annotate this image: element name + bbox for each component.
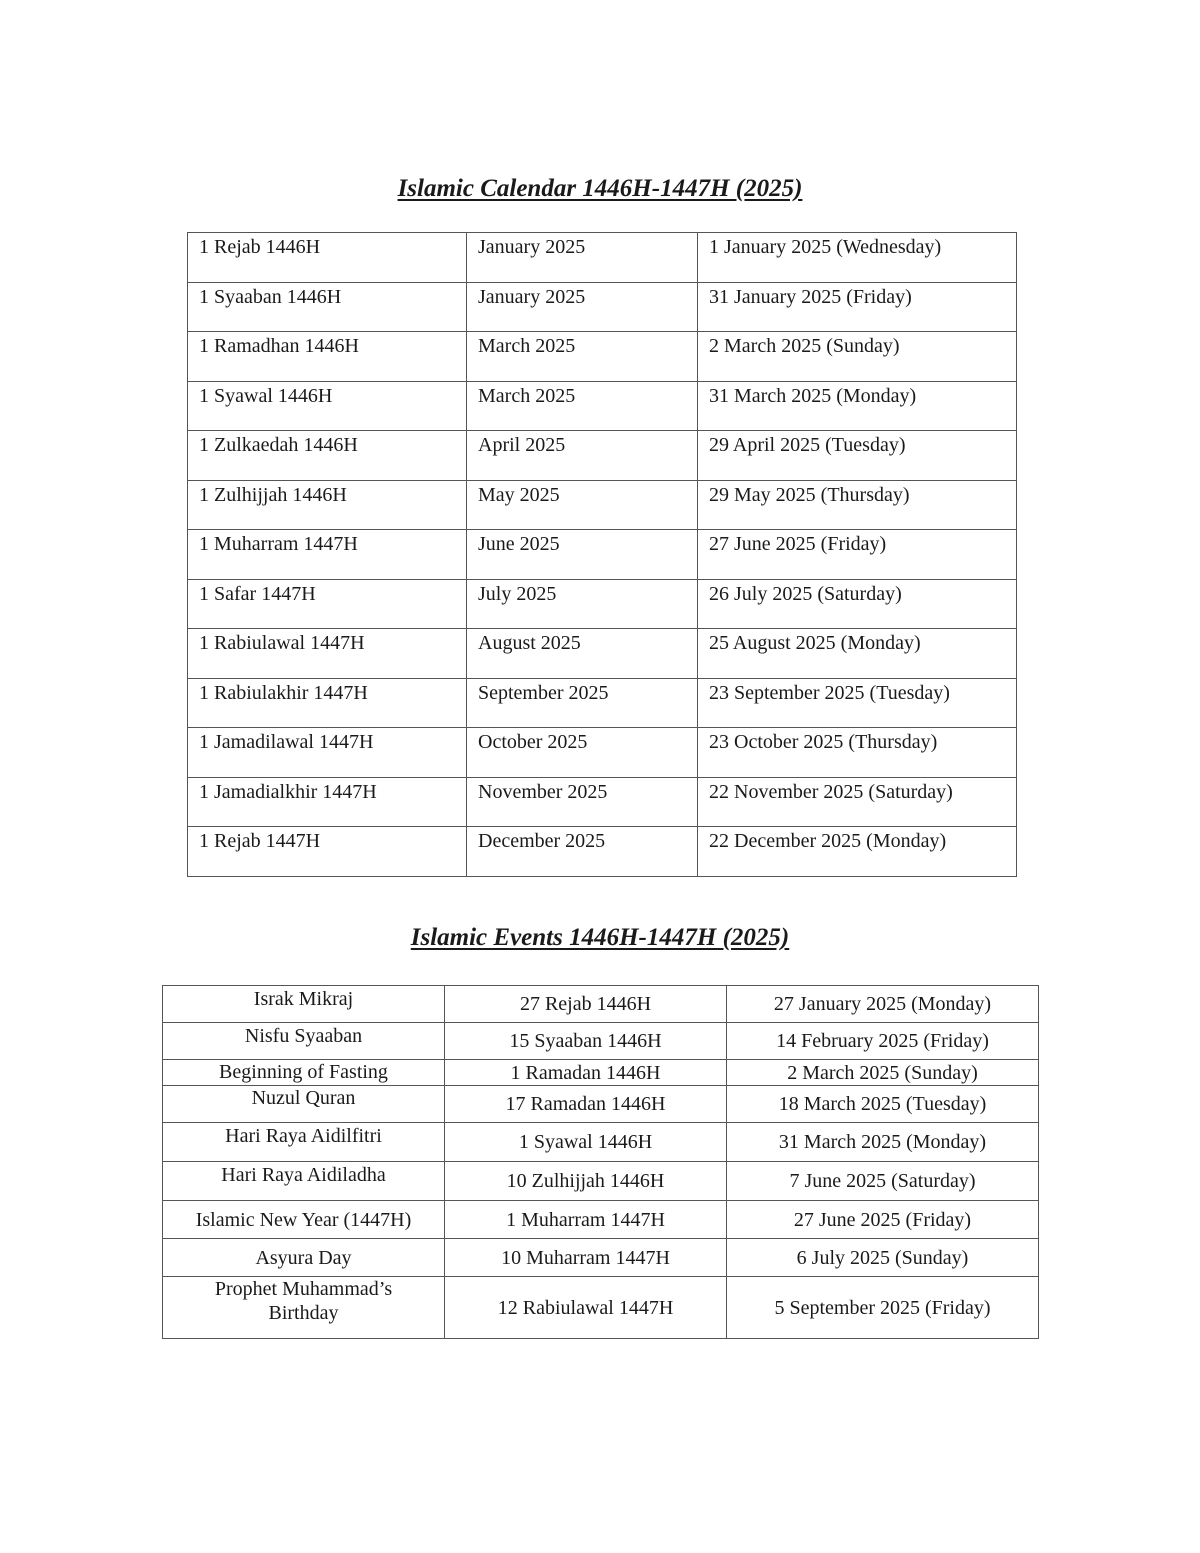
hijri-date-cell: 1 Syawal 1446H (188, 381, 467, 431)
table-row (188, 233, 1017, 283)
gregorian-date-cell: 5 September 2025 (Friday) (727, 1277, 1039, 1339)
gregorian-date-cell: 25 August 2025 (Monday) (698, 629, 1017, 679)
table-row (188, 777, 1017, 827)
gregorian-date-cell: 31 March 2025 (Monday) (727, 1123, 1039, 1162)
event-name-cell: Hari Raya Aidiladha (163, 1162, 445, 1201)
gregorian-date-cell: 1 January 2025 (Wednesday) (698, 233, 1017, 283)
table-row (188, 381, 1017, 431)
gregorian-date-cell: 29 April 2025 (Tuesday) (698, 431, 1017, 481)
hijri-date-cell: 12 Rabiulawal 1447H (445, 1277, 727, 1339)
gregorian-date-cell: 23 October 2025 (Thursday) (698, 728, 1017, 778)
table-row (188, 332, 1017, 382)
month-cell: June 2025 (467, 530, 698, 580)
hijri-date-cell: 17 Ramadan 1446H (445, 1086, 727, 1123)
gregorian-date-cell: 27 June 2025 (Friday) (727, 1201, 1039, 1239)
hijri-date-cell: 1 Rabiulawal 1447H (188, 629, 467, 679)
table-row (188, 431, 1017, 481)
month-cell: January 2025 (467, 282, 698, 332)
event-name-cell: Islamic New Year (1447H) (163, 1201, 445, 1239)
hijri-date-cell: 1 Jamadialkhir 1447H (188, 777, 467, 827)
hijri-date-cell: 1 Rabiulakhir 1447H (188, 678, 467, 728)
month-cell: October 2025 (467, 728, 698, 778)
month-cell: December 2025 (467, 827, 698, 877)
gregorian-date-cell: 14 February 2025 (Friday) (727, 1023, 1039, 1060)
table-row (188, 678, 1017, 728)
gregorian-date-cell: 6 July 2025 (Sunday) (727, 1239, 1039, 1277)
hijri-date-cell: 1 Syawal 1446H (445, 1123, 727, 1162)
table-row (163, 1162, 1039, 1201)
month-cell: May 2025 (467, 480, 698, 530)
event-name-cell: Asyura Day (163, 1239, 445, 1277)
hijri-date-cell: 1 Jamadilawal 1447H (188, 728, 467, 778)
event-name-cell: Prophet Muhammad’s Birthday (163, 1277, 445, 1339)
table-row (163, 1239, 1039, 1277)
events-table (162, 985, 1039, 1339)
hijri-date-cell: 27 Rejab 1446H (445, 986, 727, 1023)
gregorian-date-cell: 7 June 2025 (Saturday) (727, 1162, 1039, 1201)
table-row (163, 1086, 1039, 1123)
table-row (188, 827, 1017, 877)
table-row (163, 1023, 1039, 1060)
event-name-cell: Hari Raya Aidilfitri (163, 1123, 445, 1162)
events-title: Islamic Events 1446H-1447H (2025) (410, 924, 790, 951)
calendar-table-body (188, 233, 1017, 877)
hijri-date-cell: 1 Muharram 1447H (188, 530, 467, 580)
month-cell: November 2025 (467, 777, 698, 827)
event-name-cell: Beginning of Fasting (163, 1060, 445, 1086)
hijri-date-cell: 1 Ramadhan 1446H (188, 332, 467, 382)
gregorian-date-cell: 27 June 2025 (Friday) (698, 530, 1017, 580)
hijri-date-cell: 1 Ramadan 1446H (445, 1060, 727, 1086)
month-cell: September 2025 (467, 678, 698, 728)
gregorian-date-cell: 29 May 2025 (Thursday) (698, 480, 1017, 530)
hijri-date-cell: 1 Zulhijjah 1446H (188, 480, 467, 530)
month-cell: April 2025 (467, 431, 698, 481)
gregorian-date-cell: 27 January 2025 (Monday) (727, 986, 1039, 1023)
gregorian-date-cell: 22 December 2025 (Monday) (698, 827, 1017, 877)
month-cell: August 2025 (467, 629, 698, 679)
hijri-date-cell: 1 Rejab 1446H (188, 233, 467, 283)
hijri-date-cell: 10 Zulhijjah 1446H (445, 1162, 727, 1201)
gregorian-date-cell: 31 January 2025 (Friday) (698, 282, 1017, 332)
table-row (163, 1201, 1039, 1239)
gregorian-date-cell: 22 November 2025 (Saturday) (698, 777, 1017, 827)
calendar-title: Islamic Calendar 1446H-1447H (2025) (397, 175, 803, 202)
gregorian-date-cell: 2 March 2025 (Sunday) (698, 332, 1017, 382)
hijri-date-cell: 1 Safar 1447H (188, 579, 467, 629)
event-name-cell: Nisfu Syaaban (163, 1023, 445, 1060)
table-row (188, 480, 1017, 530)
hijri-date-cell: 1 Rejab 1447H (188, 827, 467, 877)
gregorian-date-cell: 26 July 2025 (Saturday) (698, 579, 1017, 629)
month-cell: January 2025 (467, 233, 698, 283)
gregorian-date-cell: 18 March 2025 (Tuesday) (727, 1086, 1039, 1123)
event-name-cell: Israk Mikraj (163, 986, 445, 1023)
table-row (163, 1123, 1039, 1162)
gregorian-date-cell: 2 March 2025 (Sunday) (727, 1060, 1039, 1086)
table-row (188, 629, 1017, 679)
event-name-cell: Nuzul Quran (163, 1086, 445, 1123)
hijri-date-cell: 1 Zulkaedah 1446H (188, 431, 467, 481)
hijri-date-cell: 1 Syaaban 1446H (188, 282, 467, 332)
table-row (188, 282, 1017, 332)
gregorian-date-cell: 31 March 2025 (Monday) (698, 381, 1017, 431)
table-row (188, 728, 1017, 778)
table-row (163, 1277, 1039, 1339)
table-row (163, 1060, 1039, 1086)
hijri-date-cell: 10 Muharram 1447H (445, 1239, 727, 1277)
hijri-date-cell: 1 Muharram 1447H (445, 1201, 727, 1239)
hijri-date-cell: 15 Syaaban 1446H (445, 1023, 727, 1060)
table-row (188, 579, 1017, 629)
events-table-body (163, 986, 1039, 1339)
month-cell: July 2025 (467, 579, 698, 629)
table-row (188, 530, 1017, 580)
calendar-table (187, 232, 1017, 877)
gregorian-date-cell: 23 September 2025 (Tuesday) (698, 678, 1017, 728)
table-row (163, 986, 1039, 1023)
month-cell: March 2025 (467, 381, 698, 431)
month-cell: March 2025 (467, 332, 698, 382)
